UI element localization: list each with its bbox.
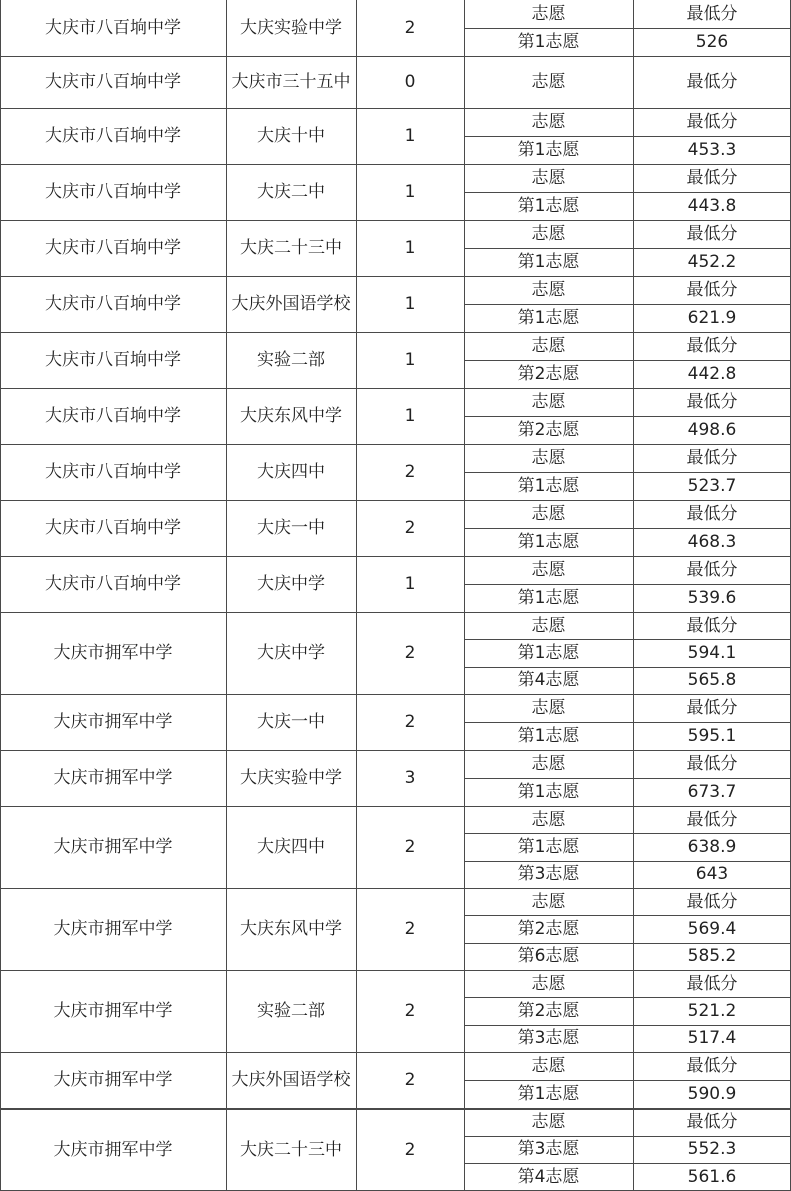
choice-header-cell: 志愿 [531, 336, 566, 356]
grid-line [633, 0, 634, 1191]
min-score-cell: 443.8 [687, 196, 737, 216]
choice-cell: 第4志愿 [517, 1167, 580, 1188]
grid-line [0, 276, 791, 277]
min-score-header-cell: 最低分 [686, 168, 738, 188]
target-school-cell: 大庆二中 [257, 182, 325, 202]
min-score-cell: 452.2 [687, 252, 737, 272]
min-score-header-cell: 最低分 [686, 224, 738, 244]
grid-line [464, 915, 791, 916]
admit-count-cell: 2 [404, 1139, 416, 1160]
min-score-header-cell: 最低分 [686, 754, 738, 774]
grid-line [464, 528, 791, 529]
grid-line [464, 722, 791, 723]
choice-cell: 第3志愿 [517, 864, 580, 885]
admit-count-cell: 2 [404, 518, 416, 538]
grid-line [464, 943, 791, 944]
choice-cell: 第1志愿 [517, 836, 580, 857]
choice-cell: 第1志愿 [517, 32, 580, 52]
choice-cell: 第2志愿 [517, 918, 580, 939]
min-score-cell: 643 [695, 864, 729, 885]
choice-cell: 第1志愿 [517, 252, 580, 272]
target-school-cell: 大庆十中 [257, 126, 325, 146]
school-cell: 大庆市八百垧中学 [45, 574, 181, 594]
school-cell: 大庆市拥军中学 [53, 712, 173, 732]
admit-count-cell: 2 [404, 1001, 416, 1021]
admit-count-cell: 3 [404, 768, 416, 788]
school-cell: 大庆市八百垧中学 [45, 294, 181, 314]
min-score-header-cell: 最低分 [686, 891, 738, 912]
min-score-cell: 517.4 [687, 1028, 737, 1049]
grid-line [0, 500, 791, 501]
grid-line [464, 667, 791, 668]
grid-line [356, 0, 357, 1191]
min-score-cell: 585.2 [687, 946, 737, 967]
grid-line [0, 444, 791, 445]
min-score-cell: 621.9 [687, 308, 737, 328]
grid-line [0, 750, 791, 751]
choice-header-cell: 志愿 [531, 504, 566, 524]
min-score-cell: 526 [695, 32, 729, 52]
min-score-header-cell: 最低分 [686, 615, 738, 636]
grid-line [0, 888, 791, 889]
min-score-cell: 594.1 [687, 642, 737, 663]
grid-line [464, 0, 465, 1191]
school-cell: 大庆市拥军中学 [53, 768, 173, 788]
school-cell: 大庆市拥军中学 [53, 1070, 173, 1090]
admit-count-cell: 2 [404, 643, 416, 663]
choice-header-cell: 志愿 [531, 891, 566, 912]
target-school-cell: 大庆东风中学 [240, 919, 342, 939]
min-score-header-cell: 最低分 [686, 560, 738, 580]
school-cell: 大庆市拥军中学 [53, 919, 173, 939]
target-school-cell: 大庆外国语学校 [231, 1070, 351, 1090]
target-school-cell: 大庆实验中学 [240, 18, 342, 38]
choice-cell: 第1志愿 [517, 308, 580, 328]
choice-cell: 第1志愿 [517, 1084, 580, 1104]
admit-count-cell: 1 [404, 350, 416, 370]
admit-count-cell: 0 [404, 72, 416, 92]
grid-line [0, 612, 791, 613]
choice-cell: 第1志愿 [517, 476, 580, 496]
min-score-cell: 442.8 [687, 364, 737, 384]
grid-line [226, 0, 227, 1191]
min-score-header-cell: 最低分 [686, 4, 738, 24]
school-cell: 大庆市八百垧中学 [45, 238, 181, 258]
target-school-cell: 大庆外国语学校 [231, 294, 351, 314]
min-score-header-cell: 最低分 [686, 973, 738, 994]
admit-count-cell: 2 [404, 712, 416, 732]
min-score-cell: 498.6 [687, 420, 737, 440]
admit-count-cell: 1 [404, 294, 416, 314]
grid-line [0, 388, 791, 389]
target-school-cell: 大庆四中 [257, 837, 325, 857]
admit-count-cell: 1 [404, 126, 416, 146]
choice-cell: 第1志愿 [517, 642, 580, 663]
grid-line [0, 556, 791, 557]
grid-line [464, 997, 791, 998]
target-school-cell: 大庆中学 [257, 643, 325, 663]
school-cell: 大庆市拥军中学 [53, 837, 173, 857]
min-score-header-cell: 最低分 [686, 280, 738, 300]
grid-line [464, 778, 791, 779]
target-school-cell: 大庆二十三中 [240, 1139, 342, 1160]
choice-header-cell: 志愿 [531, 809, 566, 830]
admit-count-cell: 2 [404, 18, 416, 38]
min-score-cell: 565.8 [687, 670, 737, 691]
grid-line [0, 332, 791, 333]
choice-header-cell: 志愿 [531, 615, 566, 636]
school-cell: 大庆市八百垧中学 [45, 406, 181, 426]
choice-header-cell: 志愿 [531, 4, 566, 24]
min-score-header-cell: 最低分 [686, 112, 738, 132]
min-score-header-cell: 最低分 [686, 809, 738, 830]
grid-line [0, 1052, 791, 1053]
grid-line [0, 694, 791, 695]
choice-cell: 第2志愿 [517, 1000, 580, 1021]
grid-line [0, 56, 791, 57]
choice-header-cell: 志愿 [531, 392, 566, 412]
choice-header-cell: 志愿 [531, 973, 566, 994]
min-score-cell: 552.3 [687, 1139, 737, 1160]
min-score-header-cell: 最低分 [686, 336, 738, 356]
school-cell: 大庆市八百垧中学 [45, 350, 181, 370]
choice-cell: 第2志愿 [517, 420, 580, 440]
admit-count-cell: 1 [404, 574, 416, 594]
admit-count-cell: 2 [404, 919, 416, 939]
choice-cell: 第1志愿 [517, 196, 580, 216]
grid-line [464, 1163, 791, 1164]
min-score-cell: 638.9 [687, 836, 737, 857]
school-cell: 大庆市八百垧中学 [45, 462, 181, 482]
min-score-cell: 453.3 [687, 140, 737, 160]
school-cell: 大庆市拥军中学 [53, 1001, 173, 1021]
min-score-cell: 539.6 [687, 588, 737, 608]
grid-line [464, 192, 791, 193]
choice-header-cell: 志愿 [531, 224, 566, 244]
grid-line [0, 108, 791, 109]
grid-line [464, 833, 791, 834]
choice-cell: 第3志愿 [517, 1139, 580, 1160]
choice-header-cell: 志愿 [531, 168, 566, 188]
grid-line [0, 1108, 791, 1110]
grid-line [464, 639, 791, 640]
target-school-cell: 大庆中学 [257, 574, 325, 594]
grid-line [464, 1025, 791, 1026]
choice-header-cell: 志愿 [531, 448, 566, 468]
grid-line [0, 164, 791, 165]
grid-line [0, 970, 791, 971]
admit-count-cell: 2 [404, 837, 416, 857]
admit-count-cell: 1 [404, 182, 416, 202]
grid-line [464, 28, 791, 29]
grid-line [464, 248, 791, 249]
grid-line [464, 861, 791, 862]
target-school-cell: 大庆二十三中 [240, 238, 342, 258]
min-score-header-cell: 最低分 [686, 1111, 738, 1132]
grid-line [464, 416, 791, 417]
min-score-cell: 569.4 [687, 918, 737, 939]
target-school-cell: 大庆实验中学 [240, 768, 342, 788]
grid-line [464, 472, 791, 473]
grid-line [464, 360, 791, 361]
min-score-cell: 673.7 [687, 782, 737, 802]
choice-header-cell: 志愿 [531, 1111, 566, 1132]
choice-cell: 第4志愿 [517, 670, 580, 691]
choice-header-cell: 志愿 [531, 698, 566, 718]
min-score-cell: 590.9 [687, 1084, 737, 1104]
grid-line [464, 1080, 791, 1081]
min-score-header-cell: 最低分 [686, 448, 738, 468]
min-score-cell: 468.3 [687, 532, 737, 552]
choice-cell: 第3志愿 [517, 1028, 580, 1049]
admit-count-cell: 2 [404, 462, 416, 482]
grid-line [0, 220, 791, 221]
grid-line [464, 304, 791, 305]
choice-header-cell: 志愿 [531, 560, 566, 580]
min-score-header-cell: 最低分 [686, 504, 738, 524]
min-score-cell: 521.2 [687, 1000, 737, 1021]
admit-count-cell: 1 [404, 238, 416, 258]
min-score-cell: 561.6 [687, 1167, 737, 1188]
admit-count-cell: 1 [404, 406, 416, 426]
choice-cell: 第6志愿 [517, 946, 580, 967]
choice-cell: 第1志愿 [517, 532, 580, 552]
choice-cell: 第1志愿 [517, 782, 580, 802]
choice-cell: 第1志愿 [517, 726, 580, 746]
choice-cell: 第1志愿 [517, 588, 580, 608]
target-school-cell: 大庆四中 [257, 462, 325, 482]
grid-line [464, 584, 791, 585]
school-cell: 大庆市八百垧中学 [45, 182, 181, 202]
choice-cell: 第2志愿 [517, 364, 580, 384]
school-cell: 大庆市拥军中学 [53, 1139, 173, 1160]
choice-cell: 第1志愿 [517, 140, 580, 160]
choice-header-cell: 志愿 [531, 72, 566, 92]
min-score-header-cell: 最低分 [686, 698, 738, 718]
choice-header-cell: 志愿 [531, 112, 566, 132]
grid-line [0, 0, 1, 1191]
target-school-cell: 大庆东风中学 [240, 406, 342, 426]
admit-count-cell: 2 [404, 1070, 416, 1090]
min-score-header-cell: 最低分 [686, 392, 738, 412]
target-school-cell: 大庆市三十五中 [231, 72, 351, 92]
school-cell: 大庆市八百垧中学 [45, 72, 181, 92]
choice-header-cell: 志愿 [531, 1056, 566, 1076]
target-school-cell: 大庆一中 [257, 712, 325, 732]
min-score-header-cell: 最低分 [686, 1056, 738, 1076]
school-cell: 大庆市八百垧中学 [45, 18, 181, 38]
target-school-cell: 实验二部 [257, 350, 325, 370]
target-school-cell: 大庆一中 [257, 518, 325, 538]
school-cell: 大庆市八百垧中学 [45, 126, 181, 146]
school-cell: 大庆市八百垧中学 [45, 518, 181, 538]
min-score-header-cell: 最低分 [686, 72, 738, 92]
grid-line [464, 1136, 791, 1137]
choice-header-cell: 志愿 [531, 754, 566, 774]
target-school-cell: 实验二部 [257, 1001, 325, 1021]
choice-header-cell: 志愿 [531, 280, 566, 300]
grid-line [464, 136, 791, 137]
school-cell: 大庆市拥军中学 [53, 643, 173, 663]
min-score-cell: 523.7 [687, 476, 737, 496]
grid-line [0, 806, 791, 807]
min-score-cell: 595.1 [687, 726, 737, 746]
